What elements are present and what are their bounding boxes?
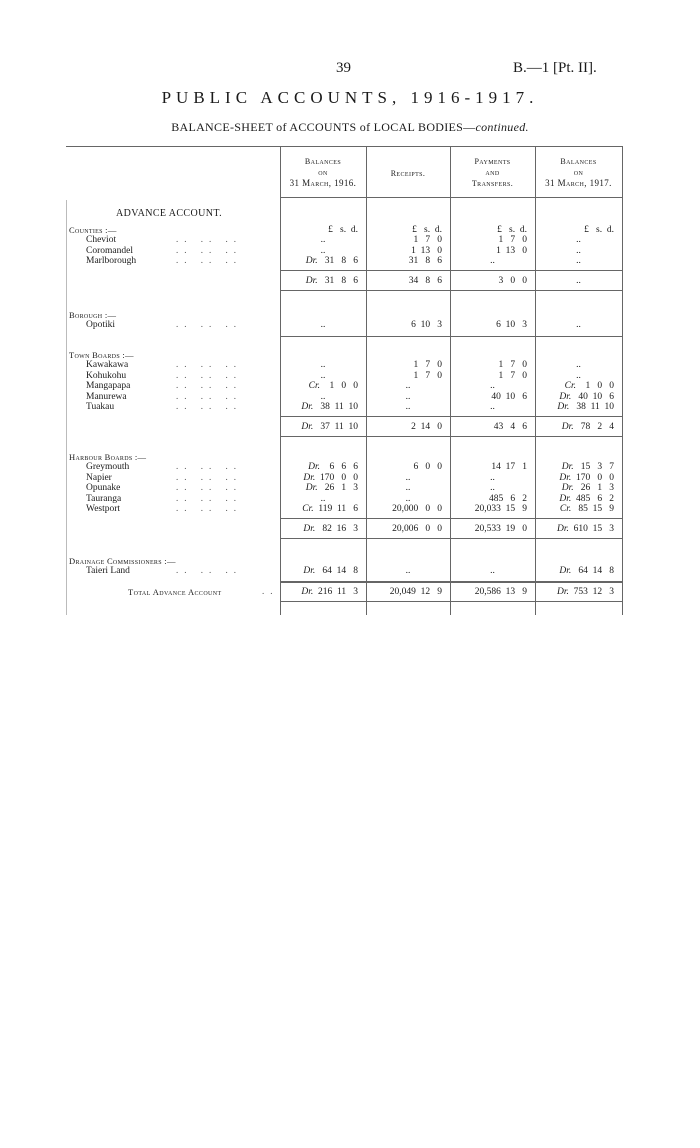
table-row-label: Kohukohu <box>86 370 127 381</box>
balance-type-marker: Dr. <box>561 462 574 472</box>
table-row-cell-c3: .. <box>490 566 495 576</box>
table-row-label: Taieri Land <box>86 566 130 576</box>
table-row-cell-c4 <box>535 483 614 494</box>
group-title-3: Harbour Boards :— <box>69 452 147 462</box>
balance-type-marker: Dr. <box>561 483 574 494</box>
subtitle-continued: continued. <box>475 120 529 134</box>
table-row-cell-c1 <box>280 566 358 577</box>
table-row-cell-c1: .. <box>320 391 326 402</box>
amount-value: 85 15 9 <box>571 504 614 515</box>
currency-header-c3: £ s. d. <box>497 225 527 235</box>
table-row-label: Napier <box>86 472 112 483</box>
currency-header-c1: £ s. d. <box>328 225 358 235</box>
table-row-cell-c4: .. <box>576 245 581 256</box>
balance-type-marker: Dr. <box>301 422 314 432</box>
table-row-cell-c4 <box>535 566 614 577</box>
table-row-cell-c1: .. <box>320 360 326 370</box>
table-row-cell-c4 <box>535 392 614 403</box>
currency-header-c2: £ s. d. <box>412 225 442 235</box>
table-row-cell-c3: 20,033 15 9 <box>474 504 527 515</box>
leader-dots: .. .. .. <box>176 234 242 244</box>
subtotal-bottom-rule-0 <box>280 290 622 291</box>
leader-dots: .. .. .. <box>176 492 242 503</box>
leader-dots: .. .. .. <box>176 390 242 401</box>
header-bottom-rule <box>280 197 622 198</box>
balance-type-marker: Dr. <box>303 472 316 483</box>
amount-value: 64 14 8 <box>571 566 614 576</box>
balance-type-marker: Dr. <box>301 587 314 597</box>
table-row-cell-c4: .. <box>576 256 581 267</box>
group-title-0: Counties :— <box>69 225 117 235</box>
amount-value: 216 11 3 <box>313 587 358 597</box>
table-row-cell-c1: .. <box>320 245 326 256</box>
column-header-c4-line-1: on <box>573 168 584 177</box>
table-row-cell-c3: 6 10 3 <box>496 320 527 330</box>
table-row-cell-c3: .. <box>490 256 495 267</box>
subtotal-rule-0 <box>280 270 622 271</box>
amount-value: 170 0 0 <box>571 472 614 483</box>
amount-value: 119 11 6 <box>313 504 358 515</box>
balance-type-marker: Dr. <box>556 587 569 597</box>
column-header-c1-line-0: Balances <box>304 157 342 166</box>
subtotal-cell-c4 <box>535 422 614 433</box>
amount-value: 31 8 6 <box>317 275 358 286</box>
leader-dots: .. .. .. <box>176 482 242 493</box>
table-row-cell-c2: .. <box>405 483 411 494</box>
table-row-cell-c4 <box>535 402 614 413</box>
subtotal-cell-c3: 3 0 0 <box>498 275 527 286</box>
amount-value: 170 0 0 <box>315 472 358 483</box>
table-row-cell-c3: .. <box>490 381 495 392</box>
subtotal-cell-c1 <box>280 524 358 535</box>
amount-value: 485 6 2 <box>571 493 614 504</box>
table-row-cell-c2: .. <box>405 402 411 413</box>
amount-value: 26 1 3 <box>573 483 614 494</box>
column-header-c4-line-0: Balances <box>560 157 597 166</box>
balance-type-marker: Dr. <box>559 391 572 402</box>
table-row-cell-c3: 1 7 0 <box>498 370 527 381</box>
subtotal-cell-c2: 34 8 6 <box>408 275 442 286</box>
page-title: PUBLIC ACCOUNTS, 1916-1917. <box>161 88 539 107</box>
leader-dots: .. .. .. <box>176 461 242 471</box>
leader-dots: .. .. .. <box>176 319 242 329</box>
table-row-cell-c2: .. <box>405 472 411 483</box>
balance-type-marker: Dr. <box>559 493 572 504</box>
amount-value: 1 0 0 <box>320 381 358 392</box>
subtotal-rule-3 <box>280 518 622 519</box>
leader-dots: .. .. .. <box>176 380 242 391</box>
table-row-cell-c3: 1 7 0 <box>498 235 527 245</box>
amount-value: 15 3 7 <box>573 462 614 472</box>
amount-value: 64 14 8 <box>315 566 358 576</box>
grand-total-cell-c2: 20,049 12 9 <box>389 587 442 597</box>
table-row-label: Greymouth <box>86 462 130 472</box>
section-title: ADVANCE ACCOUNT. <box>116 208 223 219</box>
balance-type-marker: Dr. <box>561 422 574 432</box>
table-row-label: Opunake <box>86 483 121 494</box>
column-rule-4 <box>622 146 623 615</box>
table-row-cell-c1: .. <box>320 235 326 245</box>
table-row-cell-c4 <box>535 462 614 473</box>
table-row-cell-c1 <box>280 473 358 484</box>
page-number: 39 <box>336 60 351 76</box>
table-row-cell-c1: .. <box>320 493 326 504</box>
table-top-rule <box>66 146 622 147</box>
subtotal-cell-c3: 43 4 6 <box>493 422 527 432</box>
leader-dots: .. .. .. <box>176 244 242 255</box>
balance-type-marker: Dr. <box>303 566 316 576</box>
subtotal-cell-c1 <box>280 422 358 433</box>
table-row-cell-c3: 40 10 6 <box>491 391 527 402</box>
table-row-cell-c2: 6 0 0 <box>413 462 442 472</box>
table-row-cell-c1: .. <box>320 370 326 381</box>
leader-dots: .. .. .. <box>176 359 242 369</box>
table-row-label: Cheviot <box>86 235 117 245</box>
amount-value: 26 1 3 <box>317 483 358 494</box>
balance-type-marker: Dr. <box>305 256 318 267</box>
table-row-cell-c1 <box>280 462 358 473</box>
amount-value: 38 11 10 <box>313 402 358 413</box>
table-row-cell-c2: 6 10 3 <box>411 320 442 330</box>
amount-value: 78 2 4 <box>573 422 614 432</box>
table-row-cell-c1 <box>280 504 358 515</box>
grand-total-bottom-rule <box>280 601 622 602</box>
table-row-cell-c2: .. <box>405 493 411 504</box>
table-row-cell-c3: .. <box>490 402 495 413</box>
balance-type-marker: Dr. <box>301 402 314 413</box>
table-row-cell-c4: .. <box>576 235 581 245</box>
balance-type-marker: Dr. <box>305 275 318 286</box>
table-row-cell-c2: .. <box>405 566 411 576</box>
column-header-c1-line-1: on <box>318 168 328 177</box>
balance-type-marker: Dr. <box>559 566 572 576</box>
balance-type-marker: Cr. <box>564 381 576 392</box>
table-row-cell-c4 <box>535 504 614 515</box>
amount-value: 40 10 6 <box>571 391 614 402</box>
grand-total-cell-c4 <box>535 587 614 598</box>
table-row-cell-c3: 1 13 0 <box>496 245 527 256</box>
leader-dots: .. .. .. <box>176 503 242 514</box>
subtotal-cell-c2: 20,006 0 0 <box>392 524 442 534</box>
table-row-cell-c4: .. <box>576 320 581 330</box>
balance-type-marker: Dr. <box>556 524 569 534</box>
table-row-cell-c3: 485 6 2 <box>489 493 527 504</box>
table-row-label: Tauranga <box>86 493 122 504</box>
table-row-cell-c2: 1 7 0 <box>413 235 442 245</box>
leader-dots: .. .. .. <box>176 401 242 412</box>
balance-type-marker: Cr. <box>559 504 572 515</box>
group-title-4: Drainage Commissioners :— <box>69 556 176 566</box>
table-row-cell-c4: .. <box>576 370 581 381</box>
table-row-label: Manurewa <box>86 391 127 402</box>
table-row-cell-c2: 1 13 0 <box>411 245 442 256</box>
subtotal-cell-c3: 20,533 19 0 <box>474 524 527 534</box>
table-row-cell-c1 <box>280 402 358 413</box>
leader-dots: .. .. .. <box>176 471 242 482</box>
subtotal-cell-c4: .. <box>576 275 581 286</box>
column-header-c4-line-2: 31 March, 1917. <box>545 178 612 188</box>
balance-type-marker: Dr. <box>305 483 318 494</box>
subtotal-rule-2 <box>280 416 622 417</box>
amount-value: 753 12 3 <box>568 587 614 597</box>
column-header-c1-line-2: 31 March, 1916. <box>289 178 357 188</box>
amount-value: 38 11 10 <box>569 402 614 413</box>
table-row-cell-c4: .. <box>576 360 581 370</box>
subtotal-cell-c1 <box>280 276 358 287</box>
subtotal-cell-c4 <box>535 524 614 535</box>
currency-header-c4: £ s. d. <box>584 225 614 235</box>
grand-total-cell-c1 <box>280 587 358 598</box>
table-row-cell-c4 <box>535 473 614 484</box>
column-header-c3-line-1: and <box>485 168 500 177</box>
table-row-cell-c3: 1 7 0 <box>498 360 527 370</box>
table-row-cell-c1 <box>280 483 358 494</box>
grand-total-label: Total Advance Account <box>128 587 222 597</box>
subtotal-bottom-rule-3 <box>280 538 622 539</box>
column-header-c3-line-2: Transfers. <box>471 179 514 188</box>
table-row-label: Tuakau <box>86 402 115 413</box>
subtitle-main: BALANCE-SHEET of ACCOUNTS of LOCAL BODIES— <box>171 120 476 134</box>
balance-type-marker: Cr. <box>302 504 314 515</box>
amount-value: 6 6 6 <box>320 462 358 472</box>
table-row-cell-c1 <box>280 381 358 392</box>
table-row-cell-c4 <box>535 494 614 505</box>
subtotal-bottom-rule-2 <box>280 436 622 437</box>
group-title-2: Town Boards :— <box>69 350 134 360</box>
table-row-cell-c1: .. <box>320 320 326 330</box>
table-row-cell-c2: 20,000 0 0 <box>392 504 442 515</box>
balance-type-marker: Cr. <box>308 381 320 392</box>
table-row-label: Coromandel <box>86 245 133 256</box>
balance-type-marker: Dr. <box>303 524 316 534</box>
amount-value: 82 16 3 <box>315 524 358 534</box>
balance-type-marker: Dr. <box>557 402 570 413</box>
leader-dots: .. .. .. <box>176 369 242 380</box>
balance-type-marker: Dr. <box>559 472 572 483</box>
table-row-cell-c2: 1 7 0 <box>413 370 442 381</box>
table-row-label: Mangapapa <box>86 381 131 392</box>
column-header-c3-line-0: Payments <box>474 157 511 166</box>
table-row-cell-c4 <box>535 381 614 392</box>
table-row-label: Kawakawa <box>86 360 129 370</box>
leader-dots: .. .. .. <box>176 565 242 575</box>
group-title-1: Borough :— <box>69 310 117 320</box>
amount-value: 37 11 10 <box>313 422 358 432</box>
table-row-cell-c3: 14 17 1 <box>491 462 527 472</box>
table-row-cell-c2: .. <box>405 381 411 392</box>
table-left-rule <box>66 200 67 615</box>
column-header-c2-line-0: Receipts. <box>390 169 426 178</box>
table-row-cell-c1 <box>280 256 358 267</box>
balance-type-marker: Dr. <box>308 462 320 472</box>
table-row-label: Opotiki <box>86 320 116 330</box>
grand-total-cell-c3: 20,586 13 9 <box>474 587 527 597</box>
page-subtitle <box>0 120 700 135</box>
table-row-label: Marlborough <box>86 256 137 267</box>
table-row-cell-c2: .. <box>405 391 411 402</box>
leader-dots: .. .. .. <box>176 255 242 266</box>
subtotal-cell-c2: 2 14 0 <box>411 422 442 432</box>
group-bottom-rule-1 <box>280 336 622 337</box>
document-reference: B.—1 [Pt. II]. <box>513 60 597 76</box>
table-row-cell-c3: .. <box>490 472 495 483</box>
leader-dots: .. <box>262 586 279 596</box>
amount-value: 31 8 6 <box>317 256 358 267</box>
table-row-label: Westport <box>86 504 121 515</box>
table-row-cell-c2: 1 7 0 <box>413 360 442 370</box>
table-row-cell-c2: 31 8 6 <box>408 256 442 267</box>
amount-value: 610 15 3 <box>568 524 614 534</box>
grand-total-top-rule <box>280 581 622 582</box>
amount-value: 1 0 0 <box>576 381 614 392</box>
table-row-cell-c3: .. <box>490 483 495 494</box>
